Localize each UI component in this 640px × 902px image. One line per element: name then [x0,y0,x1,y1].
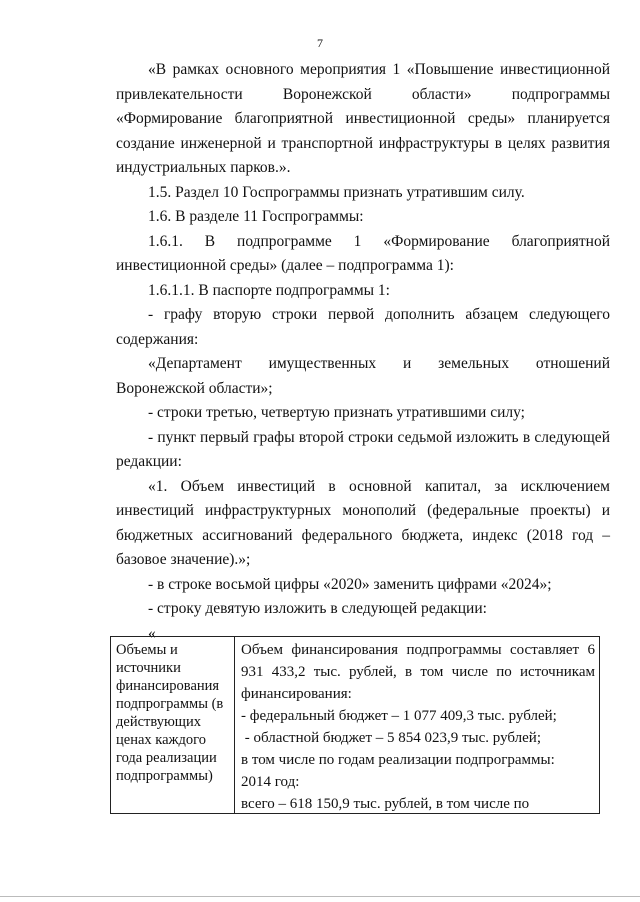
paragraph-bullet-rows-void: - строки третью, четвертую признать утратившими силу; [148,404,525,421]
page-number: 7 [317,36,323,50]
paragraph-investment-quote: «В рамках основного мероприятия 1 «Повышение инвестиционной привлекательности Воронежской области» подпрограммы «Формирование благоприятной инвестиционной среды» планируется создание инженерной и транспортной инфраструктуры в целях развития индустриальных парков.». [116,61,610,176]
financing-by-years-line: в том числе по годам реализации подпрограммы: [241,752,555,768]
financing-regional-line: - областной бюджет – 5 854 023,9 тыс. рублей; [241,730,541,746]
document-body [116,58,610,646]
financing-year-2014-line: 2014 год: [241,774,300,790]
paragraph-item-1-6-1-1: 1.6.1.1. В паспорте подпрограммы 1: [148,281,390,299]
page-bottom-rule [0,896,640,897]
paragraph-bullet-row-seven: - пункт первый графы второй строки седьмой изложить в следующей редакции: [116,428,610,470]
financing-table-label-cell: Объемы и источники финансирования подпрограммы (в действующих ценах каждого года реализации подпрограммы) [111,637,235,813]
financing-2014-total-line: всего – 618 150,9 тыс. рублей, в том числе по [241,796,530,812]
financing-table-value-cell [235,637,599,813]
financing-federal-line: - федеральный бюджет – 1 077 409,3 тыс. рублей; [241,708,557,724]
open-quote-mark: « [148,624,156,642]
financing-total-line: Объем финансирования подпрограммы составляет 6 931 433,2 тыс. рублей, в том числе по источникам финансирования: [241,642,595,702]
paragraph-investment-indicator: «1. Объем инвестиций в основной капитал, за исключением инвестиций инфраструктурных монополий (федеральные проекты) и бюджетных ассигнований федерального бюджета, индекс (2018 год – базовое значение).»; [116,477,610,568]
financing-table [110,636,600,814]
paragraph-bullet-row-nine: - строку девятую изложить в следующей редакции: [148,600,487,617]
paragraph-bullet-row-eight: - в строке восьмой цифры «2020» заменить цифрами «2024»; [148,575,552,593]
paragraph-item-1-6: 1.6. В разделе 11 Госпрограммы: [148,208,364,225]
paragraph-department-quote: «Департамент имущественных и земельных отношений Воронежской области»; [116,355,610,397]
paragraph-item-1-5: 1.5. Раздел 10 Госпрограммы признать утратившим силу. [148,183,525,201]
paragraph-bullet-column-two: - графу вторую строки первой дополнить абзацем следующего содержания: [116,306,610,348]
paragraph-item-1-6-1: 1.6.1. В подпрограмме 1 «Формирование благоприятной инвестиционной среды» (далее – подпрограмма 1): [116,232,610,274]
